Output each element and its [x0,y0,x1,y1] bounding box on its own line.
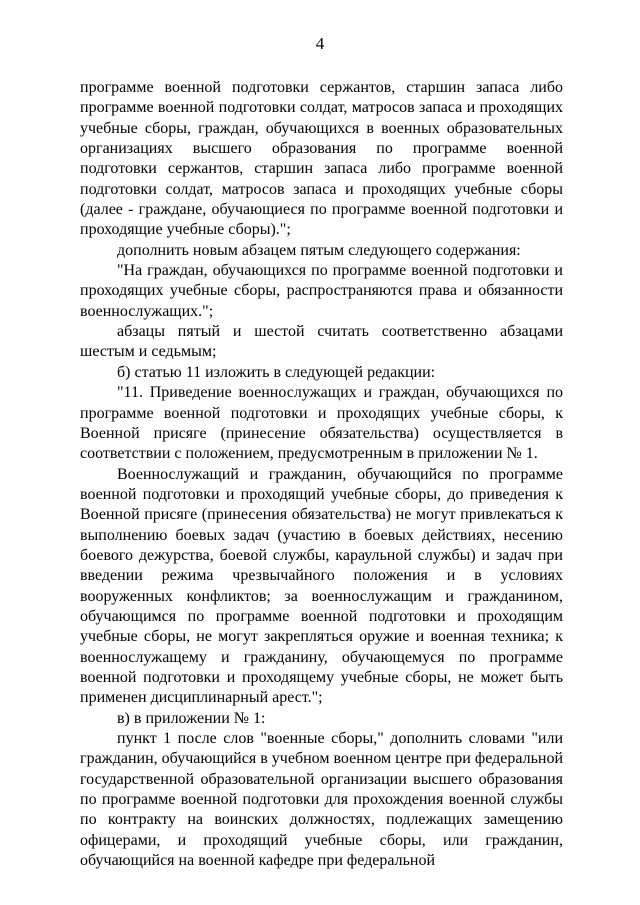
paragraph-quoted-rights: "На граждан, обучающихся по программе военной подготовки и проходящих учебные сборы, распространяются права и обязанности военнослужащих."; [80,262,563,320]
paragraph-renumber-clauses: абзацы пятый и шестой считать соответственно абзацами шестым и седьмым; [80,323,563,361]
paragraph-restrictions: Военнослужащий и гражданин, обучающийся по программе военной подготовки и проходящий учебные сборы, до приведения к Военной присяге (принесения обязательства) не могут привлекаться к выполнению боевых задач (участию в боевых действиях, несению боевого дежурства, боевой службы, караульной службы) и задач при введении режима чрезвычайного положения и в условиях вооруженных конфликтов; за военнослужащим и гражданином, обучающимся по программе военной подготовки и проходящим учебные сборы, не могут закрепляться оружие и военная техника; к военнослужащему и гражданину, обучающемуся по программе военной подготовки и проходящему учебные сборы, не может быть применен дисциплинарный арест."; [80,465,563,707]
page-number: 4 [315,34,325,53]
paragraph-appendix-heading: в) в приложении № 1: [117,709,266,727]
paragraph-continuation: программе военной подготовки сержантов, старшин запаса либо программе военной подготовки солдат, матросов запаса и проходящих учебные сборы, граждан, обучающихся в военных образовательных организациях высшего образования по программе военной подготовки сержантов, старшин запаса либо программе военной подготовки солдат, матросов запаса и проходящих учебные сборы (далее - граждане, обучающиеся по программе военной подготовки и проходящие учебные сборы)."; [80,79,563,239]
paragraph-point-1-amendment: пункт 1 после слов "военные сборы," дополнить словами "или гражданин, обучающийся в учебном военном центре при федеральной государственной образовательной организации высшего образования по программе военной подготовки для прохождения военной службы по контракту на воинских должностях, подлежащих замещению офицерами, и проходящий учебные сборы, или гражданин, обучающийся на военной кафедре при федеральной [80,730,563,870]
paragraph-article-11-text: "11. Приведение военнослужащих и граждан, обучающихся по программе военной подготовки и проходящих учебные сборы, к Военной присяге (принесение обязательства) осуществляется в соответствии с положением, предусмотренным в приложении № 1. [80,384,563,463]
document-body [80,78,563,871]
paragraph-add-fifth-clause: дополнить новым абзацем пятым следующего содержания: [117,241,521,259]
paragraph-article-11-heading: б) статью 11 изложить в следующей редакции: [117,363,436,381]
